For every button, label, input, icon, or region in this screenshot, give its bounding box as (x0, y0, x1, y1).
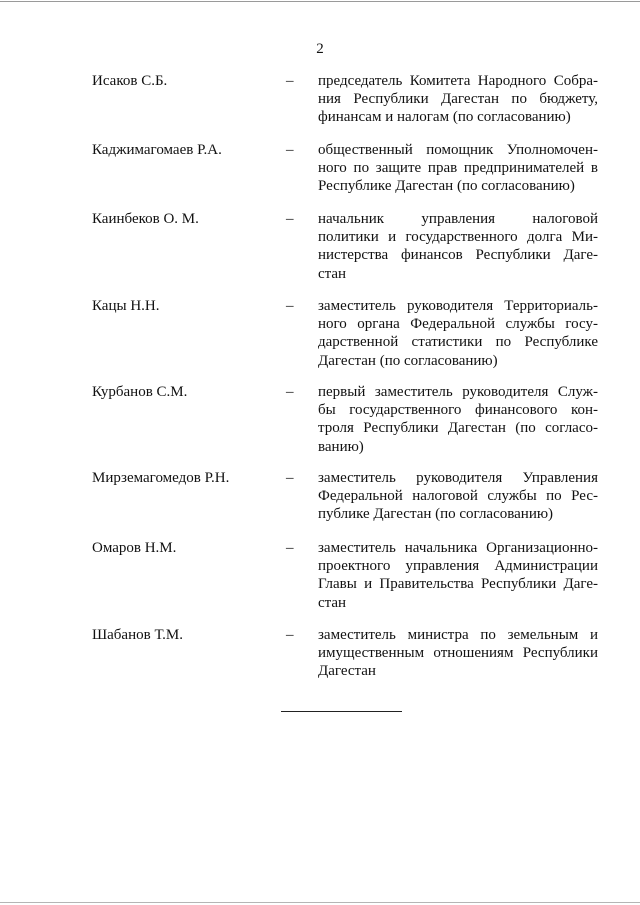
entry-dash: – (286, 384, 294, 400)
entry-description (318, 72, 598, 127)
entry-description (318, 141, 598, 196)
closing-rule (281, 711, 402, 712)
entry-description-line: председатель Комитета Народного Собра- (318, 73, 598, 89)
entry-description-line: дарственной статистики по Республике (318, 334, 598, 351)
entry-dash: – (286, 540, 294, 556)
entry-description-line: стан (318, 265, 347, 282)
entry-description-line: заместитель министра по земельным и (318, 627, 598, 643)
entry-description-line: проектного управления Администрации (318, 558, 598, 575)
entry-description (318, 383, 598, 456)
entry-description-line: финансам и налогам (по согласованию) (318, 109, 571, 126)
entry-description (318, 626, 598, 681)
entry-description-line: заместитель руководителя Территориаль- (318, 298, 598, 314)
entry-dash: – (286, 142, 294, 158)
entry-name: Каинбеков О. М. (92, 211, 199, 227)
entry-name: Исаков С.Б. (92, 73, 168, 89)
entry-description (318, 297, 598, 370)
entry-description-line: ного по защите прав предпринимателей в (318, 160, 598, 177)
entry-description-line: Дагестан (318, 663, 376, 680)
entry-name: Омаров Н.М. (92, 540, 177, 556)
page-top-edge (0, 1, 640, 2)
entry-dash: – (286, 211, 294, 227)
entry-description (318, 210, 598, 283)
page-bottom-edge (0, 902, 640, 903)
entry-description-line: начальник управления налоговой (318, 211, 598, 227)
entry-description-line: имущественным отношениям Республики (318, 645, 598, 662)
entry-dash: – (286, 470, 294, 486)
entry-name: Курбанов С.М. (92, 384, 188, 400)
entry-name: Каджимагомаев Р.А. (92, 142, 222, 158)
entry-description-line: публике Дагестан (по согласованию) (318, 506, 554, 523)
page-number: 2 (316, 41, 324, 57)
entry-description-line: троля Республики Дагестан (по согласо- (318, 420, 598, 437)
entry-name: Шабанов Т.М. (92, 627, 183, 643)
entry-description-line: ния Республики Дагестан по бюджету, (318, 91, 598, 108)
entry-description-line: первый заместитель руководителя Служ- (318, 384, 598, 400)
entry-description-line: Федеральной налоговой службы по Рес- (318, 488, 598, 505)
entry-description-line: политики и государственного долга Ми- (318, 229, 598, 246)
entry-description-line: Республике Дагестан (по согласованию) (318, 178, 575, 195)
entry-name: Мирземагомедов Р.Н. (92, 470, 230, 486)
entry-description-line: стан (318, 594, 347, 611)
entry-description-line: Дагестан (по согласованию) (318, 352, 498, 369)
entry-description (318, 539, 598, 612)
entry-description-line: заместитель начальника Организационно- (318, 540, 598, 556)
entry-description-line: бы государственного финансового кон- (318, 402, 598, 419)
entry-name: Кацы Н.Н. (92, 298, 160, 314)
entry-dash: – (286, 298, 294, 314)
entry-description (318, 469, 598, 524)
entry-dash: – (286, 73, 294, 89)
entry-dash: – (286, 627, 294, 643)
entry-description-line: ного органа Федеральной службы госу- (318, 316, 598, 333)
entry-description-line: общественный помощник Уполномочен- (318, 142, 598, 158)
entry-description-line: Главы и Правительства Республики Даге- (318, 576, 598, 593)
entry-description-line: заместитель руководителя Управления (318, 470, 598, 486)
entry-description-line: ванию) (318, 438, 364, 455)
entry-description-line: нистерства финансов Республики Даге- (318, 247, 598, 264)
